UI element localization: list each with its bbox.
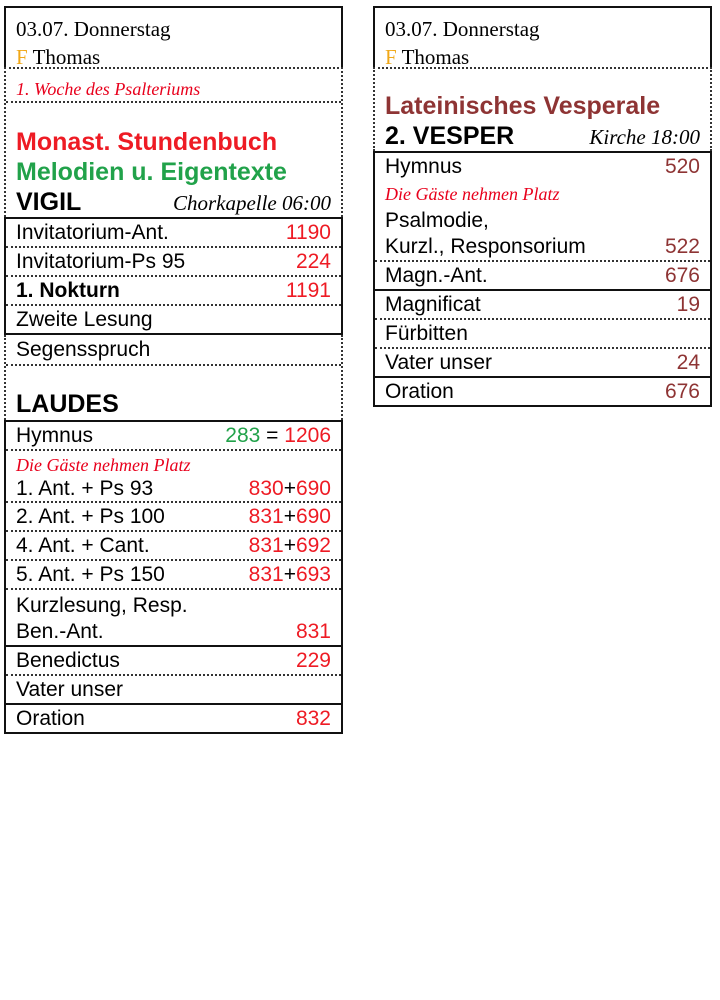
- date-line: 03.07. Donnerstag: [385, 17, 540, 41]
- psalm-row-label: 5. Ant. + Ps 150: [16, 562, 165, 586]
- book-title-melodien: Melodien u. Eigentexte: [16, 158, 287, 186]
- laudes-heading: LAUDES: [16, 390, 119, 418]
- plus-sign: +: [283, 504, 296, 528]
- hymnus-label: Hymnus: [385, 154, 463, 178]
- morning-schedule-column: [4, 6, 343, 734]
- vesper-row-page: 676: [664, 263, 700, 287]
- psalm-page: 690: [295, 476, 331, 500]
- kurzlesung-line-2: Ben.-Ant.: [16, 620, 104, 643]
- psalter-week: 1. Woche des Psalteriums: [6, 69, 341, 103]
- vesper-row-label: Magn.-Ant.: [385, 263, 488, 287]
- evening-schedule-column: [373, 6, 712, 407]
- vesper-row-page: 24: [676, 350, 700, 374]
- date-header: [4, 6, 343, 67]
- feast-code: F: [385, 45, 397, 69]
- vigil-table: [4, 217, 343, 335]
- tail-row-label: Oration: [16, 706, 85, 730]
- psalm-antiphon-page: 831: [248, 562, 284, 586]
- tail-row-page: 229: [295, 648, 331, 672]
- blessing-label: Segensspruch: [16, 337, 151, 361]
- vigil-row-label: Invitatorium-Ps 95: [16, 249, 186, 273]
- psalmodie-label: [385, 208, 586, 260]
- vigil-row-page: 1190: [285, 220, 331, 244]
- hymnus-page-stundenbuch: 1206: [284, 423, 331, 447]
- psalmodie-line-2: Kurzl., Responsorium: [385, 235, 586, 258]
- vigil-row-label: 1. Nokturn: [16, 278, 120, 302]
- vesper-row-label: Fürbitten: [385, 321, 468, 345]
- hymnus-page-melodien: 283: [225, 423, 261, 447]
- tail-row-page: 832: [295, 706, 331, 730]
- vigil-row-page: 1191: [285, 278, 331, 302]
- psalm-antiphon-page: 831: [248, 533, 284, 557]
- vesper-row-page: 676: [664, 379, 700, 403]
- plus-sign: +: [283, 562, 296, 586]
- kurzlesung-line-1: Kurzlesung, Resp.: [16, 594, 188, 617]
- guests-note: Die Gäste nehmen Platz: [16, 455, 191, 475]
- tail-row-label: Benedictus: [16, 648, 120, 672]
- guests-note: Die Gäste nehmen Platz: [385, 184, 560, 204]
- feast-name: Thomas: [32, 45, 101, 69]
- vesper-row-label: Vater unser: [385, 350, 492, 374]
- vesper-row-label: Magnificat: [385, 292, 481, 316]
- hymnus-equals: =: [260, 423, 285, 447]
- hymnus-page: 520: [664, 154, 700, 178]
- psalm-page: 690: [295, 504, 331, 528]
- psalm-antiphon-page: 831: [248, 504, 284, 528]
- vesper-row-label: Oration: [385, 379, 454, 403]
- vigil-location: Chorkapelle 06:00: [172, 191, 331, 215]
- psalm-row-label: 2. Ant. + Ps 100: [16, 504, 165, 528]
- kurzlesung-label: [16, 593, 188, 645]
- vesper-row-page: 19: [676, 292, 700, 316]
- tail-row-label: Vater unser: [16, 677, 123, 701]
- vigil-heading: VIGIL: [16, 188, 82, 216]
- date-header: [373, 6, 712, 67]
- psalm-page: 693: [295, 562, 331, 586]
- laudes-table: [4, 420, 343, 734]
- book-title-vesperale: Lateinisches Vesperale: [385, 92, 661, 120]
- vigil-row-label: Zweite Lesung: [16, 307, 153, 331]
- psalm-page: 692: [295, 533, 331, 557]
- plus-sign: +: [283, 476, 296, 500]
- vigil-row-label: Invitatorium-Ant.: [16, 220, 169, 244]
- vesper-location: Kirche 18:00: [589, 125, 700, 149]
- psalmodie-page: 522: [664, 235, 700, 258]
- psalmodie-line-1: Psalmodie,: [385, 209, 489, 232]
- feast-name: Thomas: [401, 45, 470, 69]
- psalm-row-label: 4. Ant. + Cant.: [16, 533, 150, 557]
- vesper-heading: 2. VESPER: [385, 122, 515, 150]
- benedictus-antiphon-page: 831: [295, 620, 331, 643]
- vigil-row-page: 224: [295, 249, 331, 273]
- plus-sign: +: [283, 533, 296, 557]
- psalm-antiphon-page: 830: [248, 476, 284, 500]
- date-line: 03.07. Donnerstag: [16, 17, 171, 41]
- psalm-row-label: 1. Ant. + Ps 93: [16, 476, 154, 500]
- book-title-stundenbuch: Monast. Stundenbuch: [16, 128, 278, 156]
- feast-code: F: [16, 45, 28, 69]
- hymnus-label: Hymnus: [16, 423, 94, 447]
- vesper-table: [373, 151, 712, 407]
